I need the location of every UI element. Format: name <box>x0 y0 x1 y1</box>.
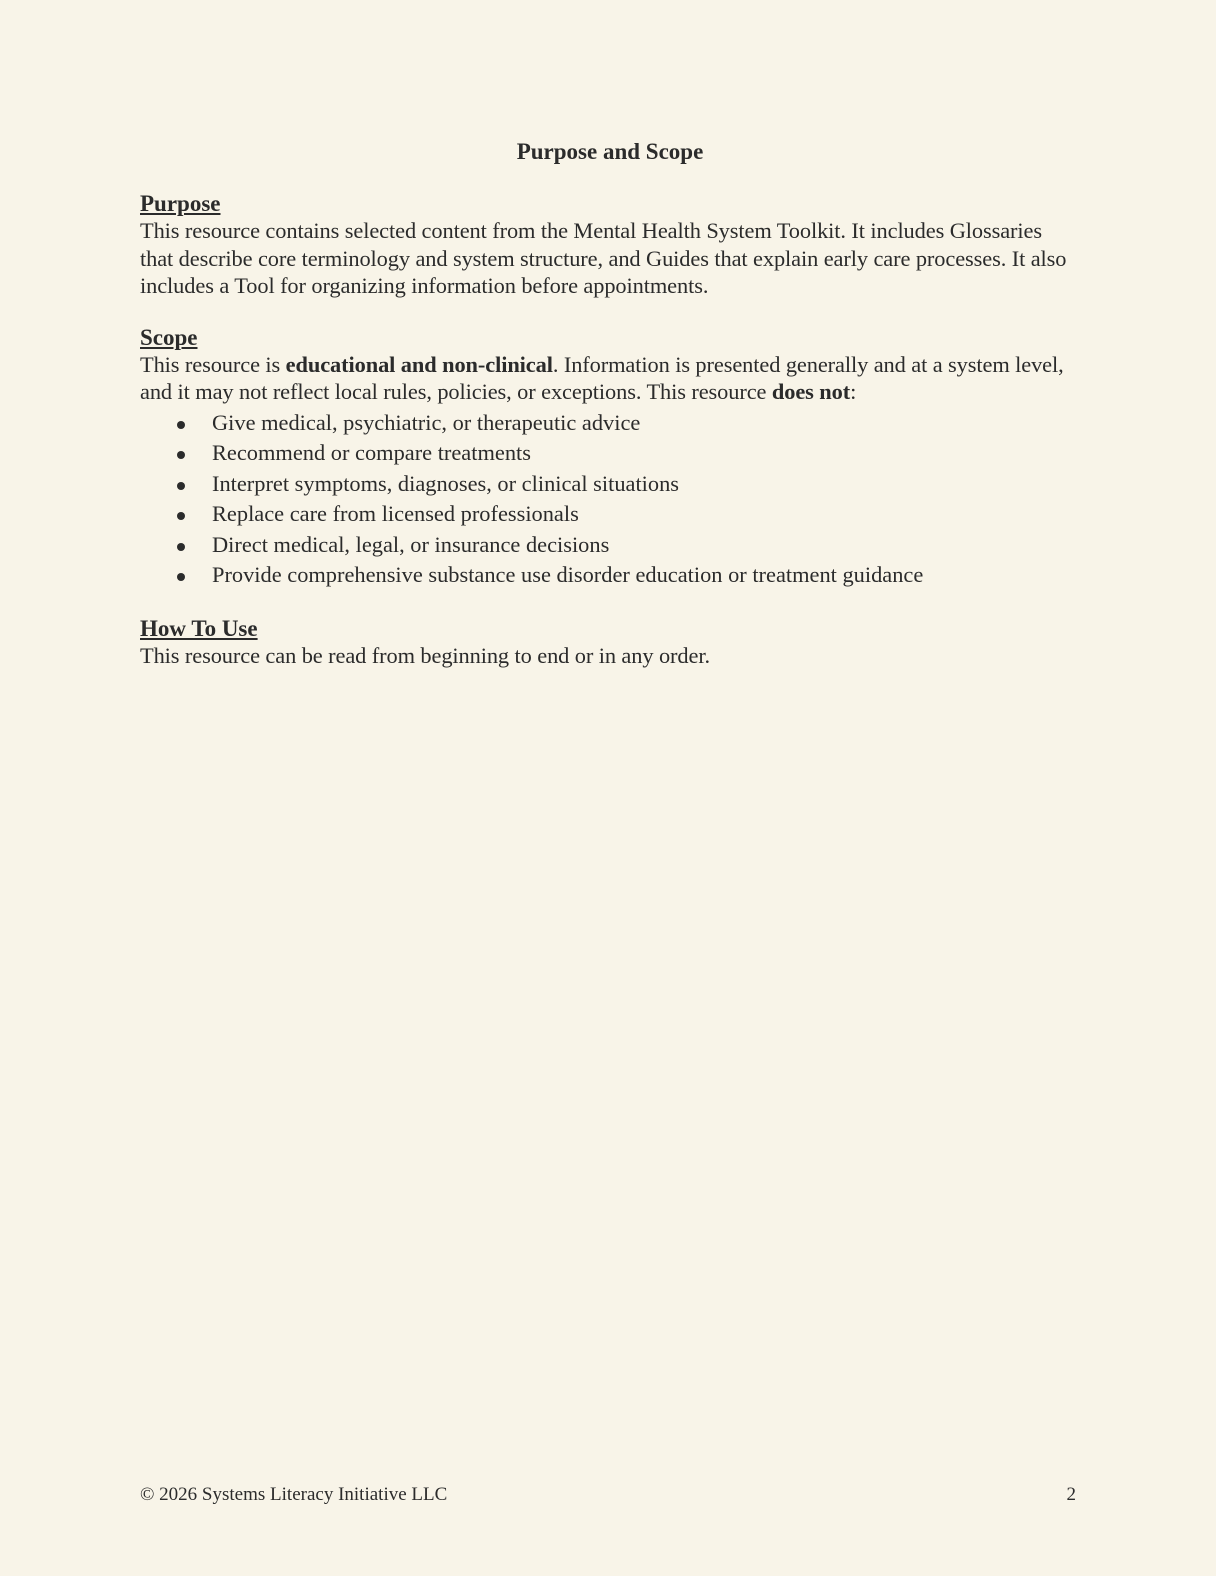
how-to-use-section <box>140 615 1080 670</box>
purpose-heading: Purpose <box>140 191 221 216</box>
list-item-text: Direct medical, legal, or insurance decisions <box>212 531 610 557</box>
list-item-text: Interpret symptoms, diagnoses, or clinical situations <box>212 470 680 496</box>
purpose-section <box>140 190 1080 300</box>
list-item-text: Replace care from licensed professionals <box>212 501 579 526</box>
list-item <box>140 438 1080 469</box>
list-item <box>140 408 1080 439</box>
list-item-text: Provide comprehensive substance use disorder education or treatment guidance <box>212 562 924 587</box>
scope-text-part: . Information is presented generally and at a system level, and it may not reflect local rules, policies, or exceptions. This resource <box>140 351 1064 404</box>
scope-text <box>140 351 1080 406</box>
how-to-use-heading: How To Use <box>140 615 258 641</box>
scope-text-part: : <box>850 379 857 404</box>
page-footer <box>140 1484 1076 1506</box>
purpose-text: This resource contains selected content from the Mental Health System Toolkit. It includes Glossaries that describe core terminology and system structure, and Guides that explain early care processes. It also includes a Tool for organizing information before appointments. <box>140 218 1067 298</box>
page-title: Purpose and Scope <box>516 139 704 164</box>
scope-text-bold: educational and non-clinical <box>285 351 553 377</box>
bullet-icon <box>177 543 185 551</box>
scope-section <box>140 324 1080 591</box>
copyright-text: © 2026 Systems Literacy Initiative LLC <box>140 1484 448 1505</box>
scope-heading: Scope <box>140 324 198 350</box>
bullet-icon <box>177 512 185 520</box>
page-number: 2 <box>1066 1484 1076 1505</box>
bullet-icon <box>177 482 185 490</box>
bullet-icon <box>177 421 185 429</box>
bullet-icon <box>177 451 185 459</box>
how-to-use-text: This resource can be read from beginning to end or in any order. <box>140 642 710 668</box>
scope-text-part: This resource is <box>140 351 286 377</box>
list-item-text: Give medical, psychiatric, or therapeutic advice <box>212 409 641 435</box>
scope-text-bold: does not <box>771 379 851 404</box>
scope-bullet-list <box>140 408 1080 591</box>
document-page <box>140 136 1080 693</box>
list-item <box>140 560 1080 591</box>
list-item <box>140 469 1080 500</box>
list-item-text: Recommend or compare treatments <box>212 440 531 465</box>
list-item <box>140 499 1080 530</box>
bullet-icon <box>177 573 185 581</box>
list-item <box>140 530 1080 561</box>
